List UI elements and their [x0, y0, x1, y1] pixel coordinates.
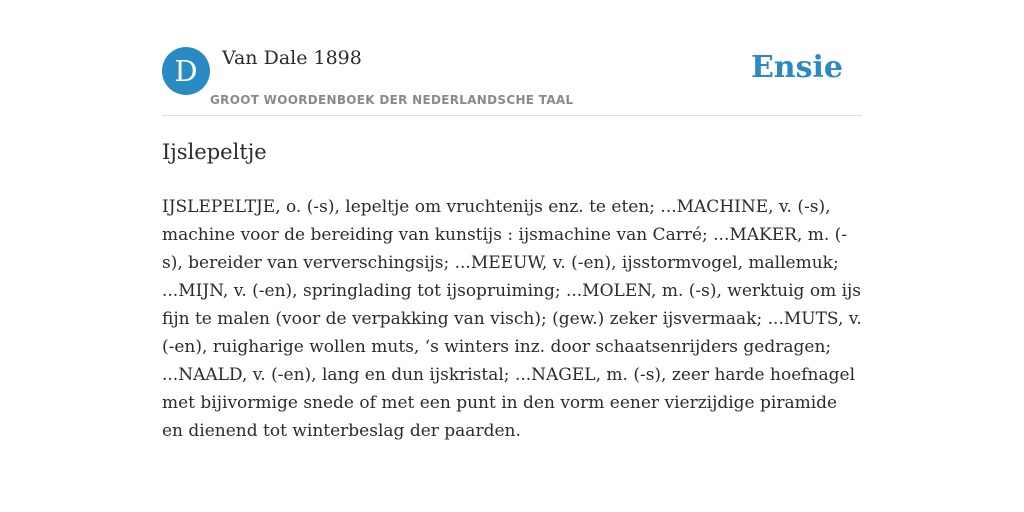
entry-title: Ijslepeltje [162, 140, 267, 164]
entry-definition: IJSLEPELTJE, o. (-s), lepeltje om vruchtenijs enz. te eten; ...MACHINE, v. (-s), machine voor de bereiding van kunstijs : ijsmachine van Carré; ...MAKER, m. (-s), bereider van ververschingsijs; ...MEEUW, v. (-en), ijsstormvogel, mallemuk; ...MIJN, v. (-en), springlading tot ijsopruiming; ...MOLEN, m. (-s), werktuig om ijs fijn te malen (voor de verpakking van visch); (gew.) zeker ijsvermaak; ...MUTS, v. (-en), ruigharige wollen muts, ‘s winters inz. door schaatsenrijders gedragen; ...NAALD, v. (-en), lang en dun ijskristal; ...NAGEL, m. (-s), zeer harde hoefnagel met bijivormige snede of met een punt in den vorm eener vierzijdige piramide en dienend tot winterbeslag der paarden. [162, 197, 862, 441]
header [162, 46, 862, 116]
source-title[interactable]: Van Dale 1898 [222, 47, 362, 69]
source-avatar[interactable]: D [162, 47, 210, 95]
source-subtitle: GROOT WOORDENBOEK DER NEDERLANDSCHE TAAL [210, 93, 574, 107]
brand-logo[interactable]: Ensie [750, 50, 843, 85]
